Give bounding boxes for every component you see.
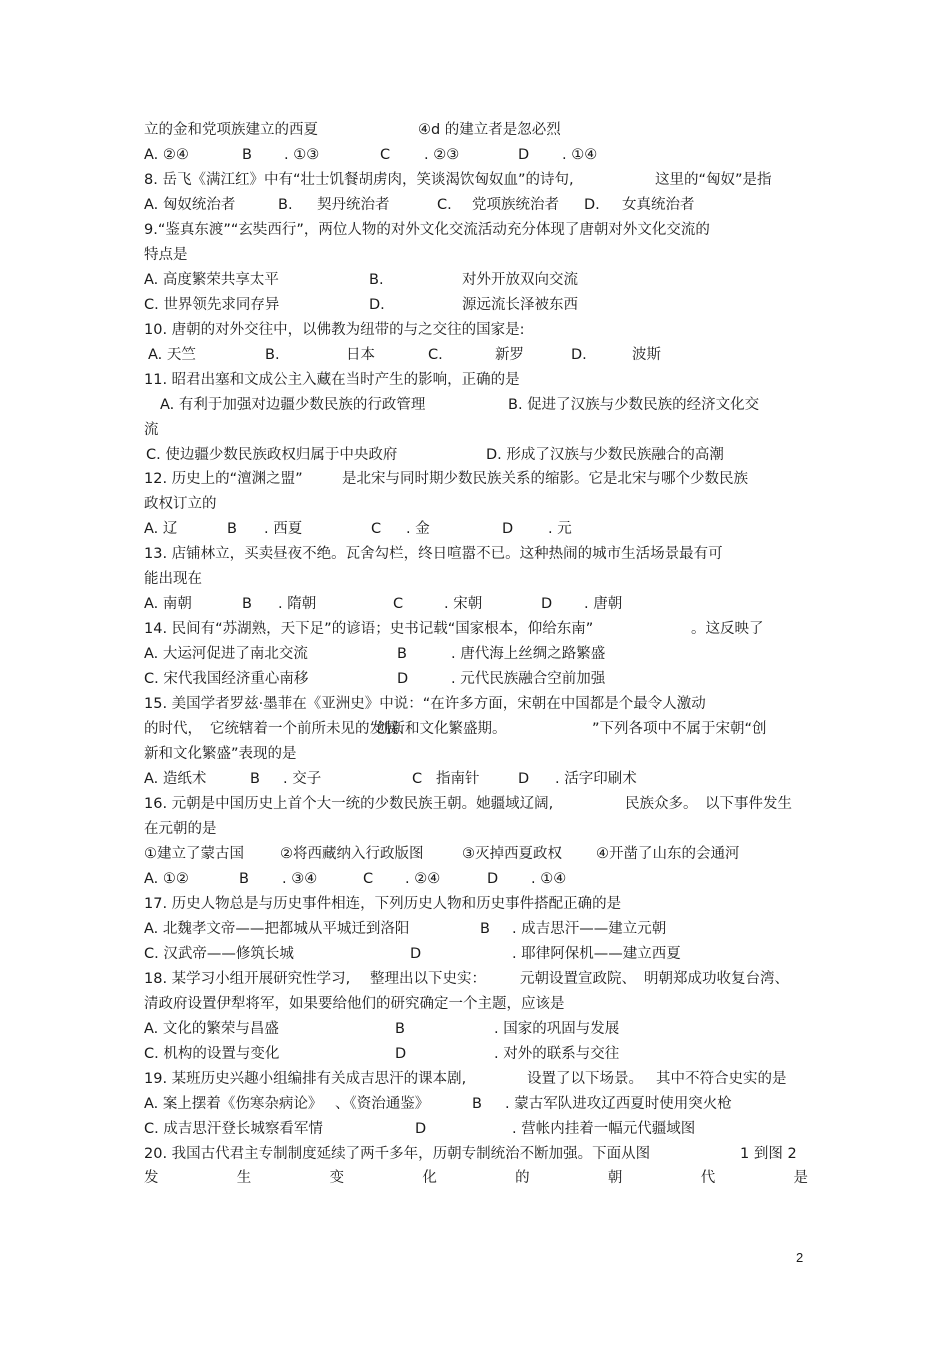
text-segment: 14. 民间有“苏湖熟，天下足”的谚语；史书记载“国家根本，仰给东南” bbox=[144, 621, 594, 637]
text-segment: D. bbox=[571, 347, 587, 363]
text-segment: C. bbox=[437, 197, 452, 213]
text-segment: A. ②④ bbox=[144, 147, 189, 163]
text-segment: C bbox=[363, 871, 374, 887]
text-segment: . 蒙古军队进攻辽西夏时使用突火枪 bbox=[505, 1096, 732, 1112]
text-segment: B. bbox=[369, 272, 384, 288]
text-segment: B. 促进了汉族与少数民族的经济文化交 bbox=[508, 397, 760, 413]
text-segment: 流 bbox=[144, 422, 159, 438]
text-segment: . 唐朝 bbox=[584, 596, 623, 612]
text-segment: . ②④ bbox=[405, 871, 441, 887]
text-segment: 源远流长泽被东西 bbox=[462, 297, 578, 313]
text-segment: . ①④ bbox=[562, 147, 598, 163]
text-segment: D bbox=[502, 521, 514, 537]
text-segment: C. 汉武帝——修筑长城 bbox=[144, 946, 294, 962]
text-segment: . 隋朝 bbox=[278, 596, 317, 612]
text-segment: 党项族统治者 bbox=[472, 197, 559, 213]
text-segment: D bbox=[518, 771, 530, 787]
text-segment: 15. 美国学者罗兹·墨菲在《亚洲史》中说：“在许多方面，宋朝在中国都是个最令人激动 bbox=[144, 696, 706, 712]
text-segment: 、《资治通鉴》 bbox=[335, 1096, 430, 1112]
text-segment: B. bbox=[278, 197, 293, 213]
text-segment: 1 到图 2 bbox=[740, 1146, 797, 1162]
text-segment: D. bbox=[584, 197, 600, 213]
text-segment: A. 南朝 bbox=[144, 596, 192, 612]
text-segment: 能出现在 bbox=[144, 571, 202, 587]
text-segment: 以下事件发生 bbox=[705, 796, 792, 812]
text-segment: 特点是 bbox=[144, 247, 188, 263]
text-segment: . ③④ bbox=[282, 871, 318, 887]
text-segment: 日本 bbox=[346, 347, 375, 363]
text-segment: 契丹统治者 bbox=[317, 197, 390, 213]
text-segment: D. 形成了汉族与少数民族融合的高潮 bbox=[486, 447, 724, 463]
justified-text-line bbox=[144, 1166, 808, 1190]
text-segment: ”下列各项中不属于宋朝“创 bbox=[592, 721, 767, 737]
text-segment: . 金 bbox=[406, 521, 430, 537]
text-segment: C. bbox=[428, 347, 443, 363]
text-segment: 19. 某班历史兴趣小组编排有关成吉思汗的课本剧, bbox=[144, 1071, 467, 1087]
text-segment: 9.“鉴真东渡”“玄奘西行”，两位人物的对外文化交流活动充分体现了唐朝对外文化交流的 bbox=[144, 222, 710, 238]
text-char: 变 bbox=[329, 1170, 345, 1186]
text-segment: . ②③ bbox=[424, 147, 460, 163]
text-segment: C. 世界领先求同存异 bbox=[144, 297, 280, 313]
text-segment: . 营帐内挂着一幅元代疆域图 bbox=[512, 1121, 696, 1137]
text-segment: D bbox=[415, 1121, 427, 1137]
text-segment: . ①④ bbox=[531, 871, 567, 887]
text-segment: . 活字印刷术 bbox=[555, 771, 637, 787]
text-segment: . 耶律阿保机——建立西夏 bbox=[512, 946, 681, 962]
text-segment: C. 使边疆少数民族政权归属于中央政府 bbox=[146, 447, 398, 463]
text-segment: 20. 我国古代君主专制制度延续了两千多年，历朝专制统治不断加强。下面从图 bbox=[144, 1146, 651, 1162]
text-segment: C bbox=[393, 596, 404, 612]
text-segment: B bbox=[480, 921, 490, 937]
text-segment: ①建立了蒙古国 bbox=[144, 846, 244, 862]
text-segment: B bbox=[242, 596, 252, 612]
text-segment: D bbox=[541, 596, 553, 612]
text-segment: 其中不符合史实的是 bbox=[656, 1071, 787, 1087]
text-segment: ④开凿了山东的会通河 bbox=[596, 846, 740, 862]
text-segment: B bbox=[395, 1021, 405, 1037]
text-segment: C. 宋代我国经济重心南移 bbox=[144, 671, 309, 687]
text-segment: B bbox=[472, 1096, 482, 1112]
text-segment: D bbox=[410, 946, 422, 962]
text-segment: . 宋朝 bbox=[444, 596, 483, 612]
text-segment: 元朝设置宣政院、 bbox=[520, 971, 636, 987]
text-segment: 创新和文化繁盛期。 bbox=[376, 721, 507, 737]
text-segment: . 国家的巩固与发展 bbox=[494, 1021, 620, 1037]
text-segment: 。这反映了 bbox=[691, 621, 764, 637]
text-segment: 新和文化繁盛”表现的是 bbox=[144, 746, 297, 762]
text-segment: C. 机构的设置与变化 bbox=[144, 1046, 280, 1062]
text-segment: 8. 岳飞《满江红》中有“壮士饥餐胡虏肉，笑谈渴饮匈奴血”的诗句, bbox=[144, 172, 574, 188]
text-segment: 政权订立的 bbox=[144, 496, 217, 512]
text-segment: B bbox=[239, 871, 249, 887]
text-segment: 11. 昭君出塞和文成公主入藏在当时产生的影响，正确的是 bbox=[144, 372, 520, 388]
text-char: 的 bbox=[515, 1170, 530, 1186]
text-segment: 明朝郑成功收复台湾、 bbox=[644, 971, 789, 987]
text-segment: 12. 历史上的“澶渊之盟” bbox=[144, 471, 303, 487]
text-segment: 10. 唐朝的对外交往中，以佛教为纽带的与之交往的国家是: bbox=[144, 322, 525, 338]
text-segment: D bbox=[518, 147, 530, 163]
text-char: 发 bbox=[144, 1170, 159, 1186]
text-segment: 18. 某学习小组开展研究性学习, bbox=[144, 971, 351, 987]
text-segment: B bbox=[227, 521, 237, 537]
page-number: 2 bbox=[796, 1250, 804, 1265]
text-segment: . 成吉思汗——建立元朝 bbox=[512, 921, 667, 937]
text-segment: . 对外的联系与交往 bbox=[494, 1046, 620, 1062]
text-segment: ④d 的建立者是忽必烈 bbox=[418, 122, 561, 138]
text-segment: A. 造纸术 bbox=[144, 771, 207, 787]
text-segment: 设置了以下场景。 bbox=[527, 1071, 643, 1087]
text-segment: . 元 bbox=[548, 521, 572, 537]
text-segment: D bbox=[395, 1046, 407, 1062]
text-segment: 在元朝的是 bbox=[144, 821, 217, 837]
text-segment: D. bbox=[369, 297, 385, 313]
text-segment: D bbox=[487, 871, 499, 887]
text-segment: 是北宋与同时期少数民族关系的缩影。它是北宋与哪个少数民族 bbox=[342, 471, 748, 487]
text-segment: 这里的“匈奴”是指 bbox=[655, 172, 772, 188]
text-segment: 对外开放双向交流 bbox=[462, 272, 578, 288]
text-segment: 女真统治者 bbox=[622, 197, 695, 213]
text-segment: . 西夏 bbox=[264, 521, 303, 537]
text-segment: 波斯 bbox=[632, 347, 661, 363]
text-segment: A. 高度繁荣共享太平 bbox=[144, 272, 279, 288]
text-segment: ②将西藏纳入行政版图 bbox=[280, 846, 424, 862]
text-segment: 的时代， bbox=[144, 721, 202, 737]
text-segment: A. 北魏孝文帝——把都城从平城迁到洛阳 bbox=[144, 921, 410, 937]
text-segment: D bbox=[397, 671, 409, 687]
text-segment: C bbox=[412, 771, 423, 787]
text-segment: B bbox=[242, 147, 252, 163]
text-segment: B bbox=[250, 771, 260, 787]
text-char: 生 bbox=[236, 1170, 252, 1186]
text-segment: A. 大运河促进了南北交流 bbox=[144, 646, 308, 662]
text-char: 朝 bbox=[607, 1170, 623, 1186]
text-segment: 16. 元朝是中国历史上首个大一统的少数民族王朝。她疆域辽阔, bbox=[144, 796, 554, 812]
text-segment: C. 成吉思汗登长城察看军情 bbox=[144, 1121, 323, 1137]
text-segment: A. 文化的繁荣与昌盛 bbox=[144, 1021, 279, 1037]
text-segment: 指南针 bbox=[436, 771, 480, 787]
text-segment: 它统辖着一个前所未见的发展、 bbox=[210, 721, 413, 737]
text-char: 化 bbox=[422, 1170, 437, 1186]
text-segment: A. 匈奴统治者 bbox=[144, 197, 236, 213]
text-segment: B bbox=[397, 646, 407, 662]
text-segment: A. ①② bbox=[144, 871, 189, 887]
text-segment: . 唐代海上丝绸之路繁盛 bbox=[451, 646, 606, 662]
text-segment: A. 天竺 bbox=[148, 347, 196, 363]
text-segment: . 元代民族融合空前加强 bbox=[451, 671, 606, 687]
text-segment: B. bbox=[265, 347, 280, 363]
text-segment: 立的金和党项族建立的西夏 bbox=[144, 122, 318, 138]
text-segment: 17. 历史人物总是与历史事件相连，下列历史人物和历史事件搭配正确的是 bbox=[144, 896, 622, 912]
text-segment: 民族众多。 bbox=[625, 796, 698, 812]
text-char: 是 bbox=[793, 1170, 808, 1186]
text-segment: C bbox=[380, 147, 391, 163]
text-segment: 13. 店铺林立，买卖昼夜不绝。瓦舍勾栏，终日喧嚣不已。这种热闹的城市生活场景最有可 bbox=[144, 546, 723, 562]
text-char: 代 bbox=[700, 1170, 716, 1186]
text-segment: ③灭掉西夏政权 bbox=[462, 846, 562, 862]
text-segment: A. 有利于加强对边疆少数民族的行政管理 bbox=[160, 397, 426, 413]
text-segment: A. 案上摆着《伤寒杂病论》 bbox=[144, 1096, 323, 1112]
text-segment: . 交子 bbox=[283, 771, 322, 787]
text-segment: 新罗 bbox=[495, 347, 524, 363]
text-segment: A. 辽 bbox=[144, 521, 178, 537]
text-segment: 整理出以下史实： bbox=[370, 971, 486, 987]
text-segment: C bbox=[371, 521, 382, 537]
text-segment: 清政府设置伊犁将军，如果要给他们的研究确定一个主题，应该是 bbox=[144, 996, 565, 1012]
text-segment: . ①③ bbox=[284, 147, 320, 163]
